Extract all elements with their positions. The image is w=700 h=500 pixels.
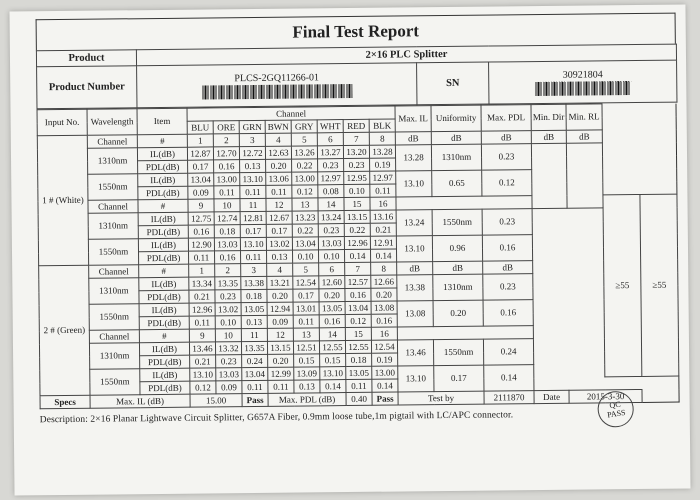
sn-barcode	[535, 81, 631, 96]
sn-cell	[489, 60, 677, 104]
channel-number: 10	[215, 329, 241, 342]
unit-db: dB	[481, 131, 531, 145]
channel-number: 5	[293, 263, 319, 276]
il-value: 13.04	[188, 173, 214, 186]
il-value: 13.03	[318, 237, 344, 250]
channel-number: 12	[266, 198, 292, 211]
sn-label: SN	[417, 62, 489, 105]
pdl-value: 0.11	[266, 185, 292, 198]
channel-label: Channel	[87, 135, 137, 149]
il-value: 12.81	[240, 211, 266, 224]
channel-number: 7	[345, 262, 371, 275]
il-value: 12.99	[268, 367, 294, 380]
pdl-value: 0.11	[214, 186, 240, 199]
uniformity-value: 1310nm	[431, 144, 481, 171]
pdl-value: 0.11	[370, 184, 396, 197]
il-value: 13.34	[189, 277, 215, 290]
pdl-value: 0.13	[240, 159, 266, 172]
description: Description: 2×16 Planar Lightwave Circuit Splitter, G657A Fiber, 0.9mm loose tube,1m pigtail with LC/APC connector.	[39, 410, 514, 426]
pdl-value: 0.20	[266, 159, 292, 172]
header-table	[36, 44, 678, 110]
pdl-value: 0.22	[292, 159, 318, 172]
hash-label: #	[139, 264, 189, 278]
uniformity-value: 0.96	[432, 235, 482, 262]
pdl-value: 0.17	[293, 289, 319, 302]
max-pdl-value: 0.14	[484, 365, 534, 392]
channel-number: 8	[371, 262, 397, 275]
pdl-value: 0.16	[188, 225, 214, 238]
min-rl-value: ≥55	[640, 194, 679, 376]
il-value: 13.01	[293, 302, 319, 315]
il-label: IL(dB)	[138, 212, 188, 226]
color-header: ORE	[213, 121, 239, 134]
channel-number: 15	[345, 327, 371, 340]
item-header: Item	[137, 108, 187, 135]
il-value: 13.23	[292, 211, 318, 224]
unit-db: dB	[397, 262, 433, 275]
wavelength: 1310nm	[89, 278, 139, 305]
pdl-value: 0.16	[345, 288, 371, 301]
il-label: IL(dB)	[138, 238, 188, 252]
report-title: Final Test Report	[36, 13, 676, 51]
channel-number: 3	[241, 263, 267, 276]
stamp-line1: QC	[608, 399, 622, 411]
empty-cell	[566, 143, 603, 208]
pdl-label: PDL(dB)	[138, 186, 188, 200]
uniformity-value: 1310nm	[433, 274, 483, 301]
uniformity-value: 0.65	[432, 170, 482, 197]
pdl-value: 0.12	[190, 381, 216, 394]
color-header: GRN	[239, 120, 265, 133]
pdl-value: 0.22	[344, 223, 370, 236]
pdl-value: 0.21	[190, 355, 216, 368]
pdl-value: 0.10	[215, 316, 241, 329]
il-value: 12.97	[318, 172, 344, 185]
pdl-value: 0.14	[370, 249, 396, 262]
pdl-value: 0.19	[372, 353, 398, 366]
il-value: 12.87	[187, 147, 213, 160]
sn-value: 30921804	[562, 68, 603, 81]
channel-number: 11	[240, 198, 266, 211]
pdl-value: 0.21	[189, 290, 215, 303]
pdl-value: 0.13	[241, 315, 267, 328]
unit-db: dB	[531, 130, 566, 143]
il-value: 13.27	[317, 146, 343, 159]
min-dir-header: Min. Dir	[531, 104, 566, 130]
color-header: BLK	[369, 119, 395, 132]
channel-number: 16	[370, 197, 396, 210]
il-value: 13.10	[240, 237, 266, 250]
il-value: 13.02	[215, 303, 241, 316]
pdl-value: 0.16	[214, 160, 240, 173]
il-value: 12.63	[265, 146, 291, 159]
il-value: 13.10	[320, 367, 346, 380]
input-no-header: Input No.	[37, 109, 87, 136]
pdl-value: 0.10	[318, 250, 344, 263]
il-value: 13.04	[292, 237, 318, 250]
specs-label: Specs	[40, 395, 90, 409]
channel-number: 13	[293, 328, 319, 341]
max-il-value: 13.28	[395, 145, 431, 171]
pdl-value: 0.24	[242, 354, 268, 367]
il-value: 13.00	[292, 172, 318, 185]
max-il-value: 13.38	[397, 275, 433, 301]
pdl-value: 0.14	[320, 380, 346, 393]
max-pdl-value: 0.24	[483, 339, 533, 366]
il-value: 13.08	[371, 301, 397, 314]
channel-number: 3	[239, 133, 265, 146]
il-value: 13.35	[215, 277, 241, 290]
il-value: 13.10	[190, 368, 216, 381]
unit-db: dB	[483, 261, 533, 275]
pdl-value: 0.19	[370, 158, 396, 171]
pdl-value: 0.23	[318, 159, 344, 172]
pdl-value: 0.13	[266, 250, 292, 263]
il-value: 12.66	[371, 275, 397, 288]
channel-number: 14	[318, 198, 344, 211]
il-value: 13.09	[294, 367, 320, 380]
il-value: 13.16	[370, 210, 396, 223]
il-value: 12.97	[370, 171, 396, 184]
pdl-value: 0.09	[216, 381, 242, 394]
hash-label: #	[137, 134, 187, 148]
pdl-value: 0.15	[320, 354, 346, 367]
unit-db: dB	[433, 261, 483, 275]
report-document	[36, 13, 680, 426]
empty-cell	[531, 143, 567, 208]
pdl-value: 0.11	[189, 316, 215, 329]
pdl-value: 0.18	[346, 353, 372, 366]
pdl-label: PDL(dB)	[138, 225, 188, 239]
max-il-value: 13.10	[398, 366, 434, 392]
channel-number: 9	[189, 329, 215, 342]
il-label: IL(dB)	[140, 368, 190, 382]
il-value: 12.57	[345, 275, 371, 288]
wavelength: 1550nm	[88, 174, 138, 201]
il-value: 13.04	[345, 301, 371, 314]
pdl-value: 0.20	[371, 288, 397, 301]
il-value: 12.67	[266, 211, 292, 224]
il-value: 13.04	[242, 367, 268, 380]
il-value: 12.96	[344, 236, 370, 249]
min-rl-header: Min. RL	[566, 104, 602, 130]
pdl-label: PDL(dB)	[139, 316, 189, 330]
min-dir-value: ≥55	[603, 194, 642, 376]
wavelength: 1550nm	[90, 369, 140, 396]
channel-number: 6	[317, 133, 343, 146]
product-number-label: Product Number	[37, 66, 137, 109]
il-value: 13.06	[266, 172, 292, 185]
uniformity-value: 1550nm	[433, 339, 483, 366]
max-pdl-value: 0.16	[483, 300, 533, 327]
wavelength: 1550nm	[89, 304, 139, 331]
pdl-value: 0.20	[268, 354, 294, 367]
color-header: WHT	[317, 120, 343, 133]
product-number-value: PLCS-2GQ11266-01	[234, 71, 320, 84]
max-pdl-value: 0.16	[482, 235, 532, 262]
il-value: 13.00	[214, 173, 240, 186]
uniformity-value: 1550nm	[432, 209, 482, 236]
max-il-spec-value: 15.00	[190, 394, 242, 408]
max-il-value: 13.46	[397, 340, 433, 366]
date-label: Date	[534, 390, 569, 403]
il-value: 13.03	[214, 238, 240, 251]
channel-number: 1	[189, 264, 215, 277]
pdl-value: 0.10	[292, 250, 318, 263]
pdl-value: 0.12	[345, 314, 371, 327]
il-value: 12.70	[213, 147, 239, 160]
pdl-value: 0.16	[319, 315, 345, 328]
max-il-value: 13.10	[396, 236, 432, 262]
il-value: 12.96	[189, 303, 215, 316]
il-label: IL(dB)	[139, 303, 189, 317]
pdl-value: 0.11	[189, 251, 215, 264]
channel-number: 9	[188, 199, 214, 212]
pdl-value: 0.14	[372, 379, 398, 392]
il-value: 13.05	[319, 302, 345, 315]
channel-number: 4	[267, 263, 293, 276]
pdl-value: 0.09	[267, 315, 293, 328]
max-il-value: 13.08	[397, 301, 433, 327]
max-pdl-value: 0.23	[483, 274, 533, 301]
product-label: Product	[36, 50, 136, 67]
pdl-value: 0.14	[344, 249, 370, 262]
input-name: 2 # (Green)	[39, 265, 90, 396]
max-pdl-value: 0.23	[482, 209, 532, 236]
pdl-value: 0.17	[266, 224, 292, 237]
pdl-value: 0.17	[240, 224, 266, 237]
test-results-table	[37, 103, 680, 410]
il-value: 12.90	[188, 238, 214, 251]
pdl-label: PDL(dB)	[140, 381, 190, 395]
max-il-value: 13.10	[396, 171, 432, 197]
il-value: 13.24	[318, 211, 344, 224]
channel-number: 8	[369, 132, 395, 145]
pdl-label: PDL(dB)	[139, 251, 189, 265]
color-header: GRY	[291, 120, 317, 133]
il-value: 12.94	[267, 302, 293, 315]
il-value: 13.21	[267, 276, 293, 289]
channel-number: 14	[319, 328, 345, 341]
il-value: 13.15	[344, 210, 370, 223]
channel-number: 2	[213, 134, 239, 147]
il-value: 13.32	[215, 342, 241, 355]
il-value: 13.38	[241, 276, 267, 289]
channel-number: 5	[291, 133, 317, 146]
channel-number: 11	[241, 328, 267, 341]
il-value: 13.26	[291, 146, 317, 159]
pdl-value: 0.11	[240, 185, 266, 198]
channel-number: 16	[371, 327, 397, 340]
stamp-line2: PASS	[606, 407, 627, 420]
il-value: 12.54	[371, 340, 397, 353]
il-value: 13.05	[346, 366, 372, 379]
max-il-value: 13.24	[396, 210, 432, 236]
pdl-value: 0.21	[370, 223, 396, 236]
il-value: 12.54	[293, 276, 319, 289]
pdl-value: 0.11	[346, 379, 372, 392]
il-value: 12.74	[214, 212, 240, 225]
pdl-value: 0.16	[215, 251, 241, 264]
channel-number: 2	[215, 264, 241, 277]
pdl-value: 0.23	[344, 158, 370, 171]
pdl-value: 0.16	[371, 314, 397, 327]
channel-number: 6	[319, 263, 345, 276]
channel-number: 1	[187, 134, 213, 147]
pdl-value: 0.08	[318, 185, 344, 198]
pdl-value: 0.13	[294, 380, 320, 393]
pdl-value: 0.10	[344, 184, 370, 197]
il-value: 12.72	[239, 146, 265, 159]
il-label: IL(dB)	[137, 147, 187, 161]
il-value: 13.15	[267, 341, 293, 354]
pdl-value: 0.23	[216, 355, 242, 368]
wavelength: 1310nm	[89, 343, 139, 370]
product-number-barcode	[202, 83, 352, 99]
pdl-value: 0.15	[294, 354, 320, 367]
product-value: 2×16 PLC Splitter	[136, 44, 676, 66]
date-value: 2015-3-30	[569, 389, 642, 403]
max-pdl-value: 0.23	[481, 144, 531, 171]
channel-number: 12	[267, 328, 293, 341]
il-value: 13.10	[240, 172, 266, 185]
pdl-value: 0.11	[242, 380, 268, 393]
color-header: BLU	[187, 121, 213, 134]
channel-number: 7	[343, 132, 369, 145]
pdl-value: 0.09	[188, 186, 214, 199]
hash-label: #	[138, 199, 188, 213]
channel-group-header: Channel	[187, 106, 395, 121]
pass-status-1: Pass	[242, 393, 268, 406]
unit-db: dB	[566, 130, 602, 143]
max-il-spec-label: Max. IL (dB)	[90, 394, 190, 408]
pdl-value: 0.23	[318, 224, 344, 237]
il-value: 12.91	[370, 236, 396, 249]
pdl-value: 0.22	[292, 224, 318, 237]
channel-number: 10	[214, 199, 240, 212]
il-value: 13.35	[241, 341, 267, 354]
il-value: 12.51	[293, 341, 319, 354]
uniformity-value: 0.17	[434, 365, 484, 392]
pdl-value: 0.20	[319, 289, 345, 302]
color-header: BWN	[265, 120, 291, 133]
wavelength: 1550nm	[88, 239, 138, 266]
product-number-cell	[137, 63, 417, 108]
il-value: 12.55	[345, 340, 371, 353]
test-by-value: 2111870	[484, 391, 534, 405]
pdl-value: 0.11	[293, 315, 319, 328]
pdl-value: 0.11	[241, 250, 267, 263]
max-il-header: Max. IL	[395, 106, 431, 132]
channel-number: 13	[292, 198, 318, 211]
channel-label: Channel	[89, 265, 139, 279]
il-value: 13.02	[266, 237, 292, 250]
il-value: 12.95	[344, 171, 370, 184]
pdl-value: 0.11	[268, 380, 294, 393]
test-by-label: Test by	[398, 391, 484, 405]
il-label: IL(dB)	[139, 342, 189, 356]
il-value: 13.03	[216, 368, 242, 381]
wavelength-header: Wavelength	[87, 109, 137, 136]
hash-label: #	[139, 329, 189, 343]
pdl-value: 0.17	[188, 160, 214, 173]
pdl-value: 0.20	[267, 289, 293, 302]
pdl-label: PDL(dB)	[139, 290, 189, 304]
pdl-value: 0.18	[214, 225, 240, 238]
pdl-value: 0.12	[292, 185, 318, 198]
il-value: 13.00	[372, 366, 398, 379]
il-value: 13.28	[369, 145, 395, 158]
channel-number: 15	[344, 197, 370, 210]
unit-db: dB	[431, 131, 481, 145]
channel-number: 4	[265, 133, 291, 146]
il-value: 12.55	[319, 341, 345, 354]
report-paper	[9, 4, 690, 495]
input-name: 1 # (White)	[37, 135, 88, 266]
max-pdl-value: 0.12	[482, 170, 532, 197]
pass-status-2: Pass	[372, 392, 398, 405]
il-value: 13.20	[343, 145, 369, 158]
il-value: 13.46	[189, 342, 215, 355]
color-header: RED	[343, 119, 369, 132]
uniformity-value: 0.20	[433, 300, 483, 327]
max-pdl-spec-label: Max. PDL (dB)	[268, 393, 346, 407]
pdl-value: 0.23	[215, 290, 241, 303]
il-label: IL(dB)	[138, 173, 188, 187]
wavelength: 1310nm	[87, 148, 137, 175]
uniformity-header: Uniformity	[431, 105, 481, 132]
channel-label: Channel	[89, 330, 139, 344]
channel-label: Channel	[88, 200, 138, 214]
pdl-value: 0.18	[241, 289, 267, 302]
unit-db: dB	[395, 132, 431, 145]
il-label: IL(dB)	[139, 277, 189, 291]
pdl-label: PDL(dB)	[140, 355, 190, 369]
wavelength: 1310nm	[88, 213, 138, 240]
pdl-label: PDL(dB)	[138, 160, 188, 174]
max-pdl-header: Max. PDL	[481, 105, 531, 132]
il-value: 13.05	[241, 302, 267, 315]
il-value: 12.60	[319, 276, 345, 289]
il-value: 12.75	[188, 212, 214, 225]
max-pdl-spec-value: 0.40	[346, 392, 372, 405]
